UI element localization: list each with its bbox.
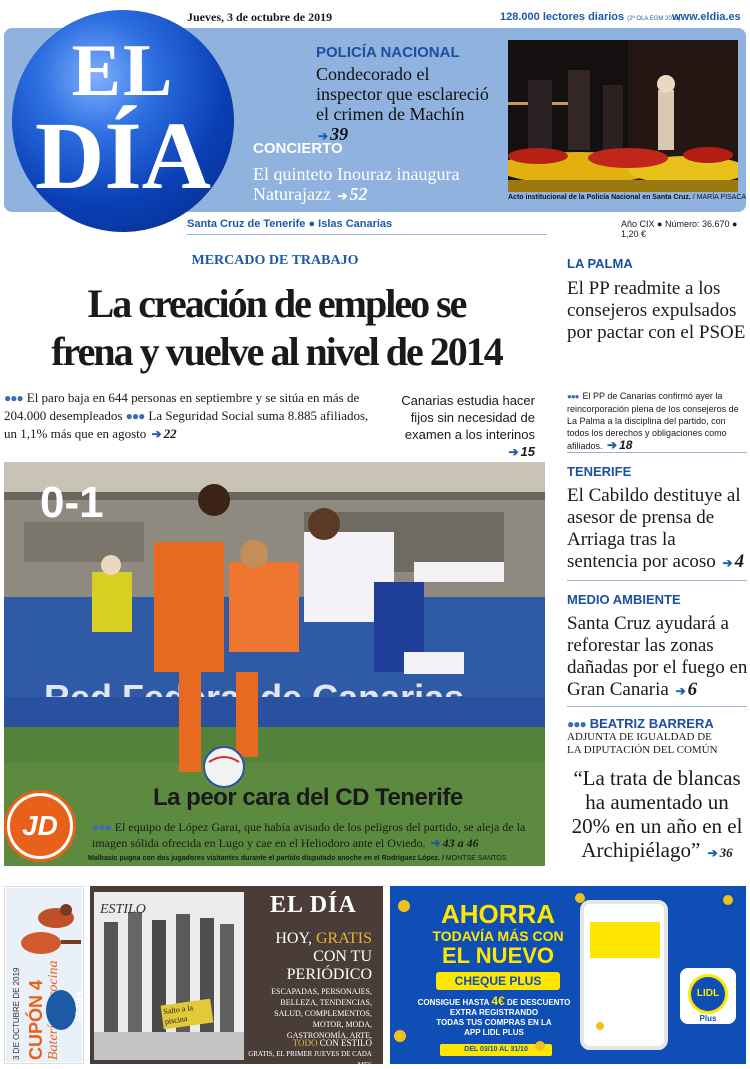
arrow-icon: ➔ [722,556,733,570]
teaser-kicker-policia: POLICÍA NACIONAL [316,44,460,61]
book-ad-footer: TODO CON ESTILO GRATIS, EL PRIMER JUEVES DE CADA MES [248,1038,372,1069]
arrow-icon: ➔ [675,684,686,698]
coupon-title: CUPÓN 4 [26,979,46,1060]
bullet-dots-icon: ●●● [92,820,111,834]
lidl-logo: LIDL [688,974,728,1014]
sport-summary: ●●● El equipo de López Garai, que había avisado de los peligros del partido, se aleja de la imagen sólida ofrecida en Lugo y cae en el Heliodoro ante el Oviedo. ➔ 43 a 46 [92,820,526,850]
logo-el: EL [71,30,175,112]
lidl-offer-text: CONSIGUE HASTA 4€ DE DESCUENTO EXTRA REGISTRANDO TODAS TUS COMPRAS EN LA APP LIDL PLUS [417,994,571,1037]
bullet-dots-icon: ●●● [567,392,579,401]
cheque-plus-badge: CHEQUE PLUS [436,972,560,990]
sport-headline[interactable]: La peor cara del CD Tenerife [153,784,463,811]
arrow-icon: ➔ [151,427,162,441]
coupon-logo-badge [46,990,76,1030]
magazine-cover-title: ESTILO [100,902,146,917]
role-beatriz-barrera: ADJUNTA DE IGUALDAD DE LA DIPUTACIÓN DEL COMÚN [567,731,718,756]
book-ad-offer: HOY, GRATIS CON TU PERIÓDICO [275,930,372,983]
bullet-dots-icon: ●●● [567,717,586,731]
divider [187,234,547,235]
arrow-icon: ➔ [508,445,519,459]
arrow-icon: ➔ [707,846,718,860]
magazine-sticker: Salto a la piscina [161,999,214,1030]
kicker-medio-ambiente: MEDIO AMBIENTE [567,592,681,607]
arrow-icon: ➔ [607,438,618,452]
readership: 128.000 lectores diarios (2ª OLA EGM 2019) [500,11,681,23]
coupon-date: 3 DE OCTUBRE DE 2019 [12,967,21,1060]
main-summary: ●●● El paro baja en 644 personas en septiembre y se sitúa en más de 204.000 desempleados ●●● La Seguridad Social suma 8.885 afiliados, un 1,1% más que en agosto ➔ 22 [4,390,369,441]
lidl-plus-label: Plus [699,1014,717,1023]
lidl-headline: AHORRA TODAVÍA MÁS CON EL NUEVO [432,899,564,968]
teaser-headline-policia[interactable]: Condecorado el inspector que esclareció el crimen de Machín ➔ 39 [316,64,489,144]
website-link[interactable]: www.eldia.es [672,11,741,23]
arrow-icon: ➔ [430,836,441,850]
bullet-dots-icon: ●●● [125,409,145,423]
logo-dia: DÍA [34,102,211,209]
kicker-beatriz-barrera: ●●● BEATRIZ BARRERA [567,716,714,731]
interinos-teaser[interactable]: Canarias estudia hacer fijos sin necesidad de examen a los interinos ➔ 15 [401,393,535,459]
sport-photo-caption: Malbasic pugna con dos jugadores visitantes durante el partido disputado anoche en el Rodríguez López. / MONTSE SANTOS [88,855,507,862]
arrow-icon: ➔ [318,129,329,143]
summary-la-palma: ●●● El PP de Canarias confirmó ayer la reincorporación plena de los consejeros de La Palma a la disciplina del partido, con todos los derechos y obligaciones como afiliados. ➔ 18 [567,391,739,452]
divider [567,706,747,707]
bullet-dots-icon: ●●● [4,391,23,405]
headline-medio-ambiente[interactable]: Santa Cruz ayudará a reforestar las zonas dañadas por el fuego en Gran Canaria ➔ 6 [567,613,748,700]
issue-info: Año CIX ● Número: 36.670 ● 1,20 € [621,219,738,239]
main-headline[interactable]: La creación de empleo se frena y vuelve al nivel de 2014 [51,281,502,374]
divider [567,452,747,453]
coupon-brand: EL DÍA [74,990,84,1022]
lidl-dates: DEL 03/10 AL 31/10 [440,1044,552,1056]
top-photo-caption: Acto institucional de la Policía Nacional en Santa Cruz. / MARÍA PISACA [508,194,747,201]
divider [567,580,747,581]
headline-tenerife[interactable]: El Cabildo destituye al asesor de prensa de Arriaga tras la sentencia por acoso ➔ 4 [567,485,745,572]
police-ceremony-photo [508,40,738,192]
location-line: Santa Cruz de Tenerife ● Islas Canarias [187,218,393,230]
teaser-kicker-concierto: CONCIERTO [253,140,343,157]
book-ad-topics: ESCAPADAS, PERSONAJES, BELLEZA, TENDENCIAS, SALUD, COMPLEMENTOS, MOTOR, MODA, GASTRONOMÍA, ARTE, [271,987,372,1040]
book-ad-brand: EL DÍA [270,892,357,918]
headline-la-palma[interactable]: El PP readmite a los consejeros expulsados por pactar con el PSOE [567,278,746,343]
main-kicker: MERCADO DE TRABAJO [191,253,359,268]
quote-beatriz-barrera[interactable]: “La trata de blancas ha aumentado un 20% en un año en el Archipiélago” ➔ 36 [571,766,743,862]
match-score: 0-1 [40,478,104,527]
kicker-tenerife: TENERIFE [567,464,632,479]
kicker-la-palma: LA PALMA [567,256,633,271]
jd-logo: JD [10,796,70,856]
arrow-icon: ➔ [337,189,348,203]
edition-date: Jueves, 3 de octubre de 2019 [187,10,333,24]
coins-decoration [390,886,746,1064]
teaser-headline-concierto[interactable]: El quinteto Inouraz inaugura Naturajazz ➔ 52 [253,164,460,204]
